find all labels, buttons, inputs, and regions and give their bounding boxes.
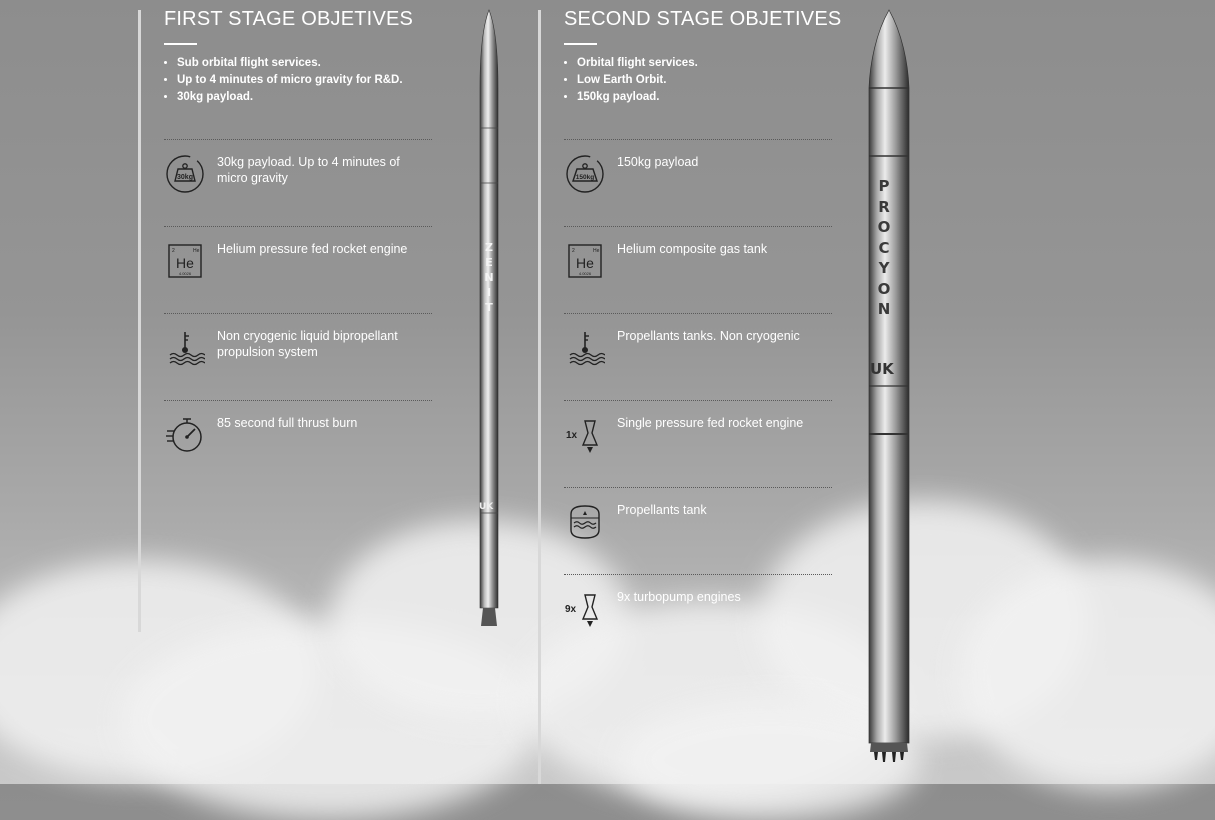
svg-text:9x: 9x: [565, 604, 577, 615]
payload-weight-icon: [565, 154, 605, 194]
svg-text:He: He: [576, 255, 594, 271]
feature-burn-time: [164, 400, 432, 488]
second-stage-section: [564, 0, 864, 615]
svg-text:2: 2: [572, 248, 575, 254]
left-divider-line: [138, 10, 141, 632]
helium-element-icon: [165, 241, 205, 281]
bullet-item: • 150kg payload.: [577, 89, 864, 106]
feature-turbopump-engines: [564, 574, 832, 662]
feature-text: 30kg payload. Up to 4 minutes of micro gravity: [217, 155, 400, 185]
feature-propellant-tank: [564, 487, 832, 575]
feature-text: 150kg payload: [617, 155, 699, 169]
title-underline: [564, 43, 597, 45]
feature-text: 85 second full thrust burn: [217, 416, 358, 430]
bullet-item: • Up to 4 minutes of micro gravity for R&D.: [177, 72, 464, 89]
svg-text:He: He: [593, 248, 600, 254]
thermometer-icon: [565, 328, 605, 368]
engine-nozzle-icon: [565, 589, 605, 629]
svg-text:2: 2: [172, 248, 175, 254]
feature-text: Helium pressure fed rocket engine: [217, 242, 408, 256]
feature-helium: [564, 226, 832, 314]
second-stage-bullets: [564, 55, 864, 106]
bullet-item: • 30kg payload.: [177, 89, 464, 106]
feature-text: Propellants tanks. Non cryogenic: [617, 329, 800, 343]
first-stage-title: FIRST STAGE OBJETIVES: [164, 8, 414, 30]
svg-text:150kg: 150kg: [575, 174, 595, 181]
bullet-item: • Sub orbital flight services.: [177, 55, 464, 72]
feature-payload: [164, 139, 432, 227]
svg-text:1x: 1x: [566, 430, 578, 441]
bullet-item: • Low Earth Orbit.: [577, 72, 864, 89]
first-stage-section: [164, 0, 464, 430]
zenit-rocket-name: Z E N I T: [484, 241, 494, 314]
feature-non-cryogenic: [164, 313, 432, 401]
feature-payload: [564, 139, 832, 227]
feature-text: Single pressure fed rocket engine: [617, 416, 804, 430]
svg-text:4.0026: 4.0026: [578, 271, 592, 276]
title-underline: [164, 43, 197, 45]
feature-text: 9x turbopump engines: [617, 590, 741, 604]
right-divider-line: [538, 10, 541, 784]
engine-nozzle-icon: [565, 415, 605, 455]
payload-weight-icon: [165, 154, 205, 194]
feature-text: Propellants tank: [617, 503, 707, 517]
zenit-logo: UK: [479, 502, 494, 512]
helium-element-icon: [565, 241, 605, 281]
procyon-rocket-name: P R O C Y O N: [877, 177, 891, 318]
stopwatch-icon: [165, 415, 205, 455]
feature-helium: [164, 226, 432, 314]
procyon-rocket: [862, 8, 916, 766]
first-stage-bullets: [164, 55, 464, 106]
svg-text:He: He: [193, 248, 200, 254]
svg-text:4.0026: 4.0026: [178, 271, 192, 276]
second-stage-title: SECOND STAGE OBJETIVES: [564, 8, 842, 30]
thermometer-icon: [165, 328, 205, 368]
feature-non-cryogenic: [564, 313, 832, 401]
feature-text: Helium composite gas tank: [617, 242, 768, 256]
propellant-tank-icon: [565, 502, 605, 542]
feature-single-engine: [564, 400, 832, 488]
feature-text: Non cryogenic liquid bipropellant propulsion system: [217, 329, 398, 359]
zenit-rocket: [476, 8, 502, 633]
svg-text:He: He: [176, 255, 194, 271]
bullet-item: • Orbital flight services.: [577, 55, 864, 72]
procyon-logo: UK: [870, 360, 894, 378]
svg-text:30kg: 30kg: [177, 174, 193, 181]
